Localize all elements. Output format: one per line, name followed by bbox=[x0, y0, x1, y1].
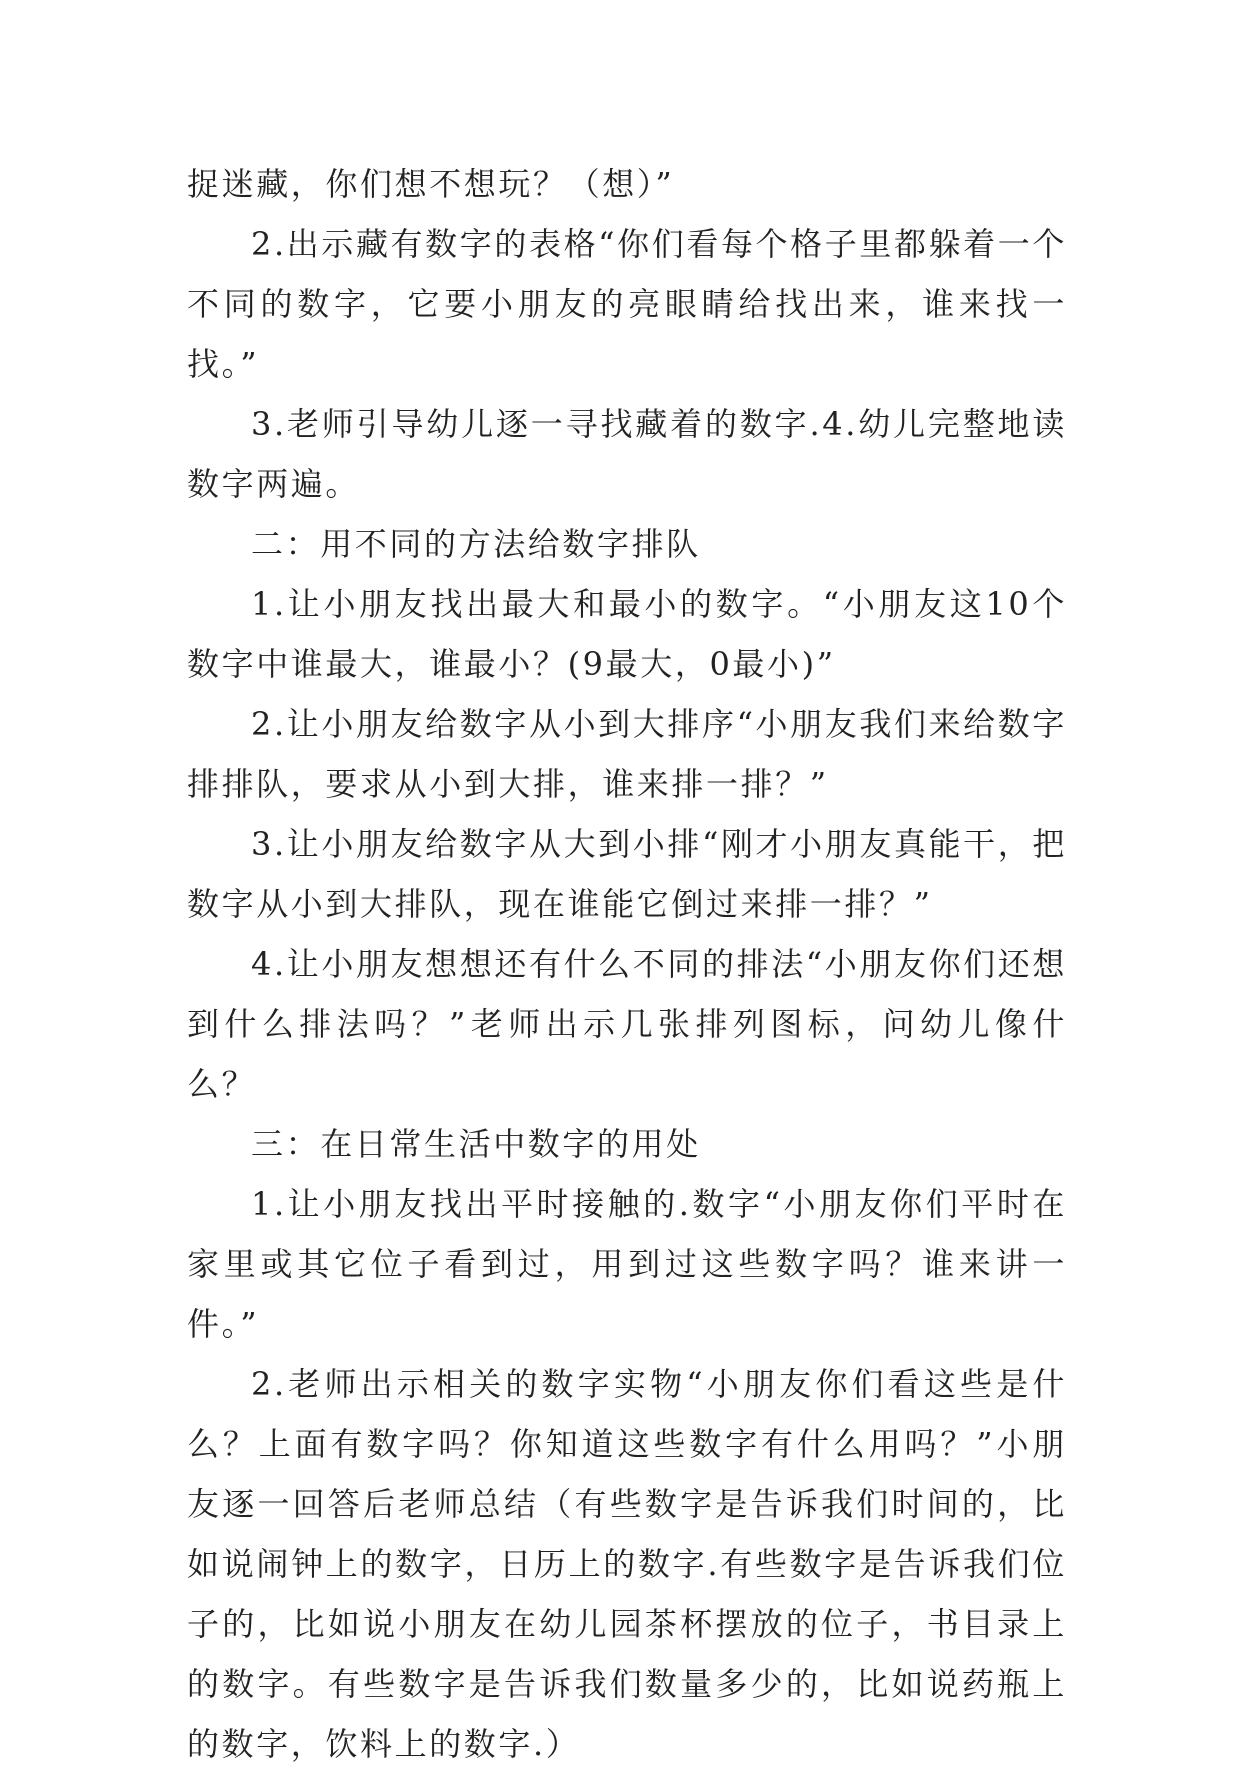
paragraph-step-2-table: 2.出示藏有数字的表格“你们看每个格子里都躲着一个不同的数字，它要小朋友的亮眼睛给找出来，谁来找一找。” bbox=[187, 225, 1067, 383]
paragraph-step-3-find: 3.老师引导幼儿逐一寻找藏着的数字.4.幼儿完整地读数字两遍。 bbox=[187, 405, 1067, 503]
paragraph-use-step-2: 2.老师出示相关的数字实物“小朋友你们看这些是什么？上面有数字吗？你知道这些数字有什么用吗？”小朋友逐一回答后老师总结（有些数字是告诉我们时间的，比如说闹钟上的数字，日历上的数字.有些数字是告诉我们位子的，比如说小朋友在幼儿园茶杯摆放的位子，书目录上的数字。有些数字是告诉我们数量多少的，比如说药瓶上的数字，饮料上的数字.） bbox=[187, 1365, 1067, 1763]
paragraph-continuation: 捉迷藏，你们想不想玩？（想）” bbox=[187, 165, 675, 203]
section-heading-daily-use: 三：在日常生活中数字的用处 bbox=[251, 1125, 701, 1163]
paragraph-sort-step-2: 2.让小朋友给数字从小到大排序“小朋友我们来给数字排排队，要求从小到大排，谁来排一排？” bbox=[187, 705, 1067, 803]
paragraph-sort-step-1: 1.让小朋友找出最大和最小的数字。“小朋友这10个数字中谁最大，谁最小？(9最大，0最小)” bbox=[187, 585, 1067, 683]
paragraph-sort-step-3: 3.让小朋友给数字从大到小排“刚才小朋友真能干，把数字从小到大排队，现在谁能它倒过来排一排？” bbox=[187, 825, 1067, 923]
paragraph-use-step-1: 1.让小朋友找出平时接触的.数字“小朋友你们平时在家里或其它位子看到过，用到过这些数字吗？谁来讲一件。” bbox=[187, 1185, 1067, 1343]
section-heading-sorting: 二：用不同的方法给数字排队 bbox=[251, 525, 701, 563]
paragraph-sort-step-4: 4.让小朋友想想还有什么不同的排法“小朋友你们还想到什么排法吗？”老师出示几张排列图标，问幼儿像什么？ bbox=[187, 945, 1067, 1103]
document-body bbox=[187, 154, 1067, 1774]
